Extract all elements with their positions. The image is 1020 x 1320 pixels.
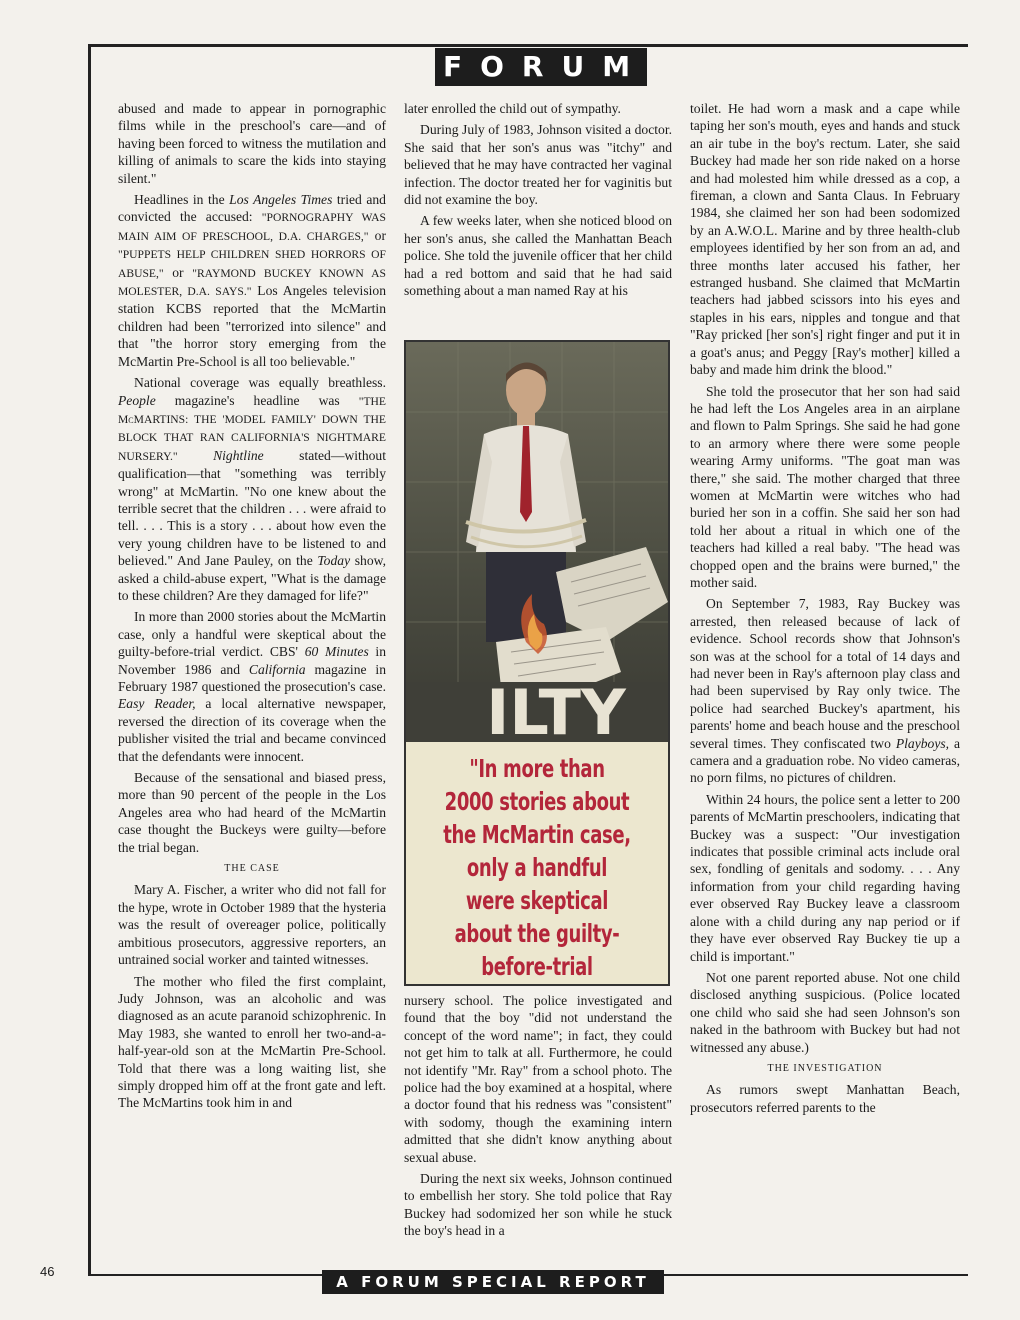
text-run: stated—without qualification—that "something was terribly wrong" at McMartin. "No one knew about the terrible secret that the children . . . were afraid to tell. . . . This is a story . . . about how even the very young children have to be listened to and believed." And Jane Pauley, on the [118, 447, 386, 569]
pull-quote: "In more than 2000 stories about the McMartin case, only a handful were skeptical about the guilty-before-trial [443, 754, 631, 981]
paragraph [118, 191, 386, 370]
footer-banner: A FORUM SPECIAL REPORT [322, 1270, 664, 1294]
text-run: a local alternative newspaper, reversed the direction of its coverage when the publisher visited the trial and became convinced that the defendants were innocent. [118, 696, 386, 764]
paragraph: A few weeks later, when she noticed blood on her son's anus, she called the Manhattan Beach police. She told the juvenile officer that her child had a red bottom and said that he had said something about a man named Ray at his [404, 213, 672, 299]
text-run: a camera and a graduation robe. No video cameras, no porn films, no pictures of children. [690, 735, 960, 786]
text-run: tried and convicted the accused: [118, 192, 386, 225]
publication-name: Easy Reader, [118, 696, 196, 712]
quoted-headline: "RAYMOND BUCKEY KNOWN AS MOLESTER, D.A. SAYS." [118, 266, 387, 299]
paragraph [118, 374, 386, 604]
text-run: in November 1986 and [118, 644, 386, 677]
page-number: 46 [40, 1264, 55, 1279]
publication-name: Playboys, [895, 735, 950, 751]
publication-name: California [248, 661, 306, 677]
paragraph: Not one parent reported abuse. Not one child disclosed anything suspicious. (Police located one child who said she had seen Johnson's son naked in the bathroom with Buckey but had not witnessed any abuse.) [690, 969, 960, 1055]
paragraph: nursery school. The police investigated and found that the boy "did not understand the concept of the word name"; in fact, they could not get him to talk at all. Furthermore, he could not identify "Mr. Ray" from a school photo. The police had the boy examined at a hospital, where a doctor found that his redness was "consistent" with sodomy, though the examining intern admitted that she didn't know anything about sexual abuse. [404, 993, 672, 1165]
frame-left-rule [88, 44, 91, 1276]
text-run: magazine in February 1987 questioned the prosecution's case. [118, 661, 386, 694]
column-3 [690, 100, 960, 1120]
paragraph: As rumors swept Manhattan Beach, prosecutors referred parents to the [690, 1082, 960, 1115]
quoted-headline: "PORNOGRAPHY WAS MAIN AIM OF PRESCHOOL, D.A. CHARGES," [118, 211, 386, 243]
puzzle-man-illustration [406, 342, 668, 742]
paragraph: abused and made to appear in pornographic films while in the preschool's care—and of having been forced to witness the mutilation and killing of animals to scare the kids into staying silent." [118, 101, 386, 186]
paragraph: During July of 1983, Johnson visited a doctor. She said that her son's anus was "itchy" and believed that he may have contracted her vaginal infection. The doctor treated her for vaginitis but did not examine the boy. [404, 122, 672, 208]
text-run: On September 7, 1983, Ray Buckey was arrested, then released because of lack of evidence. School records show that Johnson's son was at the school for a total of 14 days and had never been in Ray's afternoon play class and had been supervised by Ray only twice. The police had searched Buckey's apartment, his parents' home and beach house and the preschool several times. They confiscated two [690, 596, 960, 751]
column-2-top [404, 100, 672, 303]
text-run: or [368, 227, 386, 243]
column-2-bottom [404, 992, 672, 1244]
section-subhead: THE CASE [224, 863, 280, 875]
paragraph: The mother who filed the first complaint, Judy Johnson, was an alcoholic and was diagnosed as an acute paranoid schizophrenic. In May 1983, she wanted to enroll her two-and-a-half-year-old son at the McMartin Pre-School. Told that there was a long waiting list, she simply dropped him off at the front gate and left. The McMartins took him in and [118, 973, 386, 1111]
paragraph [690, 595, 960, 786]
frame-top-rule [88, 44, 968, 47]
text-run: magazine's headline was [155, 392, 359, 408]
text-run: Headlines in the [134, 192, 230, 208]
paragraph: Within 24 hours, the police sent a letter to 200 parents of McMartin preschoolers, indicating that Buckey was a suspect: "Our investigation indicates that possible criminal acts include oral sex, fondling of genitals and sodomy. . . . Any information from your child regarding having ever observed Ray Buckey leave a classroom alone with a child during any nap period or if they have ever observed Ray Buckey tie up a child is important." [690, 791, 960, 964]
paragraph: Mary A. Fischer, a writer who did not fall for the hype, wrote in October 1989 that the hysteria was the result of overeager police, politically ambitious prosecutors, aggressive reporters, an untrained social worker and tainted witnesses. [118, 882, 386, 968]
publication-name: Nightline [213, 447, 264, 463]
quoted-headline: "THE McMARTINS: THE 'MODEL FAMILY' DOWN THE BLOCK THAT RAN CALIFORNIA'S NIGHTMARE NURSERY." [118, 394, 386, 463]
column-1 [118, 100, 386, 1116]
illustration-box [404, 340, 670, 986]
publication-name: 60 Minutes [304, 644, 369, 660]
publication-name: Los Angeles Times [229, 192, 333, 208]
publication-name: People [118, 392, 156, 408]
text-run: show, asked a child-abuse expert, "What is the damage to these children? Are they damaged for life?" [118, 553, 386, 603]
text-run: or [163, 264, 193, 280]
section-subhead: THE INVESTIGATION [767, 1062, 883, 1074]
text-run: National coverage was equally breathless. [134, 375, 386, 391]
headline-fragment: ILTY [486, 676, 626, 742]
paragraph: toilet. He had worn a mask and a cape while taping her son's mouth, eyes and hands and stuck an air tube in the boy's rectum. Later, she said Buckey had made her son ride naked on a horse and had molested him while dressed as a cop, a fireman, a clown and Santa Claus. In February 1984, she claimed her son had been sodomized by an A.W.O.L. Marine and by three health-club employees identified by her son from an ad, and three months later accused his father, her estranged husband. She claimed that McMartin teachers had jabbed scissors into his eyes and staples in his ears, nipples and tongue and that "Ray pricked [her son's] right finger and put it in a goat's anus; and Peggy [Ray's mother] killed a baby and made him drink the blood." [690, 101, 960, 378]
paragraph: She told the prosecutor that her son had said he had left the Los Angeles area in an airplane and flown to Palm Springs. She said he had gone to an armory where there were some people wearing Army uniforms. "The goat man was there," she said. The mother charged that three women at McMartin were witches who had buried her son in a coffin. She said her son had told her about a ritual in which one of the teachers had killed a real baby. "The head was chopped open and the brains were burned," the mother said. [690, 383, 960, 590]
text-run: Los Angeles television station KCBS reported that the McMartin children had been "terrorized into silence" and that "the horror story emerging from the McMartin Pre-School is all too believable." [118, 283, 386, 369]
section-header: FORUM [435, 48, 647, 86]
paragraph: During the next six weeks, Johnson continued to embellish her story. She told police that Ray Buckey had sodomized her son while he stuck the boy's head in a [404, 1171, 672, 1239]
paragraph: Because of the sensational and biased press, more than 90 percent of the people in the Los Angeles area who had heard of the McMartin case thought the Buckeys were guilty—before the trial began. [118, 770, 386, 855]
text-run: In more than 2000 stories about the McMartin case, only a handful were skeptical about the guilty-before-trial verdict. CBS' [118, 609, 386, 660]
paragraph [118, 608, 386, 765]
publication-name: Today [317, 553, 351, 569]
paragraph: later enrolled the child out of sympathy. [404, 101, 621, 116]
quoted-headline: "PUPPETS HELP CHILDREN SHED HORRORS OF ABUSE," [118, 248, 386, 280]
